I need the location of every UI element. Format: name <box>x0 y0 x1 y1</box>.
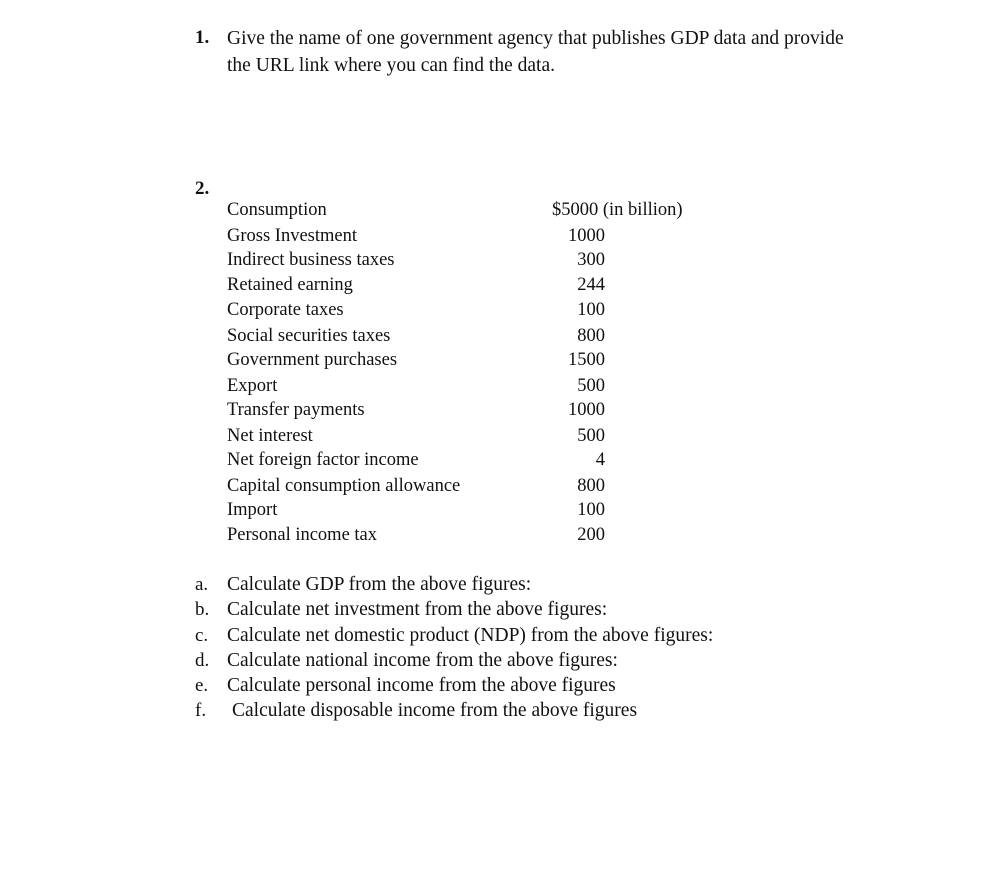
item-value: 300 <box>577 250 605 270</box>
subquestion-text: Calculate disposable income from the above figures <box>232 700 638 721</box>
item-value: 800 <box>577 326 605 346</box>
subquestion-marker: d. <box>195 650 210 671</box>
subquestion-marker: f. <box>195 700 207 721</box>
item-label: Gross Investment <box>227 226 357 246</box>
item-value: 800 <box>577 476 605 496</box>
question-1-line-2: the URL link where you can find the data. <box>227 55 555 76</box>
item-value: 244 <box>577 275 605 295</box>
subquestion-marker: e. <box>195 675 209 696</box>
question-1-line-1: Give the name of one government agency that publishes GDP data and provide <box>227 28 844 49</box>
item-value: $5000 (in billion) <box>552 200 683 220</box>
subquestion-text: Calculate GDP from the above figures: <box>227 574 532 595</box>
item-value: 500 <box>577 426 605 446</box>
item-value: 1000 <box>568 226 605 246</box>
item-label: Social securities taxes <box>227 326 391 346</box>
question-1-number: 1. <box>195 27 210 48</box>
item-value: 200 <box>577 525 605 545</box>
subquestion-text: Calculate personal income from the above figures <box>227 675 616 696</box>
item-label: Consumption <box>227 200 327 220</box>
item-label: Net interest <box>227 426 313 446</box>
subquestion-text: Calculate net domestic product (NDP) from the above figures: <box>227 625 714 646</box>
item-label: Government purchases <box>227 350 398 370</box>
item-label: Export <box>227 376 278 396</box>
question-2-number: 2. <box>195 178 210 199</box>
subquestion-marker: a. <box>195 574 209 595</box>
item-value: 100 <box>577 300 605 320</box>
item-label: Corporate taxes <box>227 300 344 320</box>
item-value: 1500 <box>568 350 605 370</box>
item-value: 100 <box>577 500 605 520</box>
subquestion-marker: c. <box>195 625 209 646</box>
item-value: 4 <box>595 450 605 470</box>
item-label: Transfer payments <box>227 400 365 420</box>
item-value: 500 <box>577 376 605 396</box>
item-label: Indirect business taxes <box>227 250 395 270</box>
item-label: Import <box>227 500 278 520</box>
item-value: 1000 <box>568 400 605 420</box>
item-label: Personal income tax <box>227 525 378 545</box>
item-label: Capital consumption allowance <box>227 476 461 496</box>
item-label: Retained earning <box>227 275 353 295</box>
subquestion-text: Calculate national income from the above figures: <box>227 650 618 671</box>
item-label: Net foreign factor income <box>227 450 419 470</box>
subquestion-marker: b. <box>195 599 210 620</box>
subquestion-text: Calculate net investment from the above figures: <box>227 599 608 620</box>
